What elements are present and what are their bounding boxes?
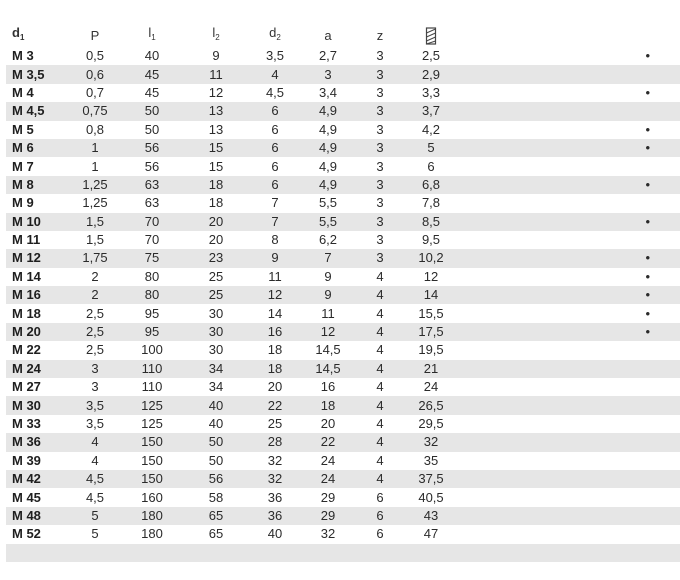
cell-size: M 3 xyxy=(12,48,34,64)
cell-pitch: 5 xyxy=(91,526,99,542)
cell-drill: 15,5 xyxy=(418,305,444,321)
cell-d2: 40 xyxy=(267,526,283,542)
cell-availability-dot: • xyxy=(645,268,650,284)
cell-l2: 30 xyxy=(184,323,248,341)
cell-l2: 30 xyxy=(208,305,224,321)
cell-l1: 110 xyxy=(120,360,184,378)
cell-availability-dot xyxy=(456,507,680,525)
cell-l1: 150 xyxy=(120,470,184,488)
cell-l2: 50 xyxy=(184,433,248,451)
cell-drill: 17,5 xyxy=(406,323,456,341)
cell-l2: 56 xyxy=(184,470,248,488)
cell-drill: 21 xyxy=(406,360,456,378)
cell-drill: 35 xyxy=(423,452,439,468)
cell-d2: 6 xyxy=(248,102,302,120)
cell-l2: 34 xyxy=(184,360,248,378)
cell-a: 20 xyxy=(320,416,336,431)
cell-availability-dot: • xyxy=(645,305,650,321)
cell-l2: 30 xyxy=(208,342,224,358)
cell-availability-dot xyxy=(456,65,680,83)
cell-d2: 4,5 xyxy=(265,84,285,100)
cell-drill: 3,3 xyxy=(421,84,441,100)
cell-pitch: 0,75 xyxy=(70,102,120,120)
cell-drill: 9,5 xyxy=(421,232,441,248)
cell-z: 4 xyxy=(376,268,384,284)
table-row xyxy=(6,304,680,322)
cell-a: 32 xyxy=(320,526,336,542)
cell-a: 12 xyxy=(302,323,354,341)
cell-a: 9 xyxy=(302,286,354,304)
cell-d2: 11 xyxy=(268,268,282,284)
cell-pitch: 0,8 xyxy=(85,121,105,137)
cell-size: M 12 xyxy=(6,249,70,267)
header-row xyxy=(6,24,680,47)
table-row xyxy=(6,433,680,451)
cell-drill: 2,9 xyxy=(406,65,456,83)
cell-d2: 14 xyxy=(267,305,283,321)
table-row xyxy=(6,488,680,506)
cell-d2: 36 xyxy=(267,489,283,505)
table-row xyxy=(6,378,680,396)
cell-l2: 18 xyxy=(184,176,248,194)
cell-pitch: 5 xyxy=(70,507,120,525)
cell-drill: 4,2 xyxy=(421,121,441,137)
cell-availability-dot xyxy=(456,433,680,451)
cell-drill: 47 xyxy=(423,526,439,542)
cell-d2: 6 xyxy=(271,158,279,174)
cell-size: M 30 xyxy=(6,396,70,414)
cell-z: 3 xyxy=(376,121,384,137)
cell-pitch: 0,6 xyxy=(70,65,120,83)
cell-l1: 45 xyxy=(120,65,184,83)
cell-size: M 33 xyxy=(12,416,41,431)
cell-drill: 14 xyxy=(406,286,456,304)
cell-size: M 20 xyxy=(6,323,70,341)
cell-availability-dot: • xyxy=(456,213,680,231)
cell-a: 6,2 xyxy=(318,232,338,248)
cell-a: 24 xyxy=(320,452,336,468)
cell-l1: 63 xyxy=(120,176,184,194)
cell-l1: 80 xyxy=(120,286,184,304)
col-header-l2: $l_2$ xyxy=(212,25,220,42)
cell-size: M 7 xyxy=(12,158,34,174)
cell-availability-dot xyxy=(456,488,680,506)
table-row xyxy=(6,139,680,157)
cell-d2: 9 xyxy=(248,249,302,267)
cell-l1: 125 xyxy=(120,396,184,414)
cell-drill: 37,5 xyxy=(406,470,456,488)
cell-availability-dot: • xyxy=(645,48,650,64)
cell-z: 3 xyxy=(376,84,384,100)
cell-drill: 7,8 xyxy=(421,195,441,211)
cell-l2: 50 xyxy=(208,452,224,468)
cell-size: M 36 xyxy=(6,433,70,451)
col-header-d1: $d_1$ xyxy=(12,25,25,42)
cell-pitch: 3,5 xyxy=(85,416,105,431)
cell-z: 4 xyxy=(354,396,406,414)
table-row xyxy=(6,121,680,139)
cell-a: 14,5 xyxy=(315,342,341,358)
cell-d2: 18 xyxy=(267,342,283,358)
cell-z: 4 xyxy=(354,323,406,341)
cell-drill: 19,5 xyxy=(418,342,444,358)
cell-l2: 23 xyxy=(184,249,248,267)
cell-drill: 5 xyxy=(406,139,456,157)
table-row xyxy=(6,268,680,286)
cell-a: 29 xyxy=(302,507,354,525)
cell-l1: 70 xyxy=(144,232,160,248)
cell-l2: 12 xyxy=(208,84,224,100)
table-row xyxy=(6,507,680,525)
cell-l1: 56 xyxy=(120,139,184,157)
cell-size: M 11 xyxy=(12,232,41,248)
table-row xyxy=(6,525,680,543)
cell-d2: 6 xyxy=(271,121,279,137)
cell-l1: 63 xyxy=(144,195,160,211)
cell-drill: 29,5 xyxy=(418,416,444,431)
table-row xyxy=(6,249,680,267)
cell-l1: 180 xyxy=(120,507,184,525)
cell-l1: 45 xyxy=(144,84,160,100)
cell-pitch: 4,5 xyxy=(70,470,120,488)
cell-l1: 150 xyxy=(141,452,163,468)
cell-size: M 9 xyxy=(12,195,34,211)
cell-a: 5,5 xyxy=(318,195,338,211)
cell-drill: 8,5 xyxy=(406,213,456,231)
cell-d2: 36 xyxy=(248,507,302,525)
cell-pitch: 3,5 xyxy=(70,396,120,414)
cell-l1: 125 xyxy=(141,416,163,431)
cell-size: M 48 xyxy=(6,507,70,525)
table-row xyxy=(6,415,680,433)
table-row xyxy=(6,396,680,414)
cell-drill: 12 xyxy=(423,268,439,284)
cell-d2: 7 xyxy=(271,195,279,211)
table-row xyxy=(6,102,680,120)
cell-drill: 26,5 xyxy=(406,396,456,414)
cell-l1: 70 xyxy=(120,213,184,231)
cell-l2: 58 xyxy=(208,489,224,505)
cell-pitch: 1,5 xyxy=(85,232,105,248)
cell-availability-dot xyxy=(456,360,680,378)
col-header-pitch: P xyxy=(90,27,100,43)
cell-availability-dot: • xyxy=(456,139,680,157)
cell-availability-dot xyxy=(456,194,680,212)
cell-a: 9 xyxy=(324,268,332,284)
cell-z: 6 xyxy=(376,489,384,505)
cell-availability-dot xyxy=(456,396,680,414)
table-body xyxy=(6,47,680,562)
cell-size: M 5 xyxy=(12,121,34,137)
cell-d2: 8 xyxy=(271,232,279,248)
cell-l1: 56 xyxy=(144,158,160,174)
cell-l2: 25 xyxy=(208,268,224,284)
cell-z: 3 xyxy=(376,195,384,211)
cell-pitch: 4 xyxy=(91,452,99,468)
cell-l1: 95 xyxy=(120,323,184,341)
cell-l2: 15 xyxy=(208,158,224,174)
cell-pitch: 2 xyxy=(70,286,120,304)
cell-pitch: 4 xyxy=(70,433,120,451)
cell-z: 6 xyxy=(354,507,406,525)
table-row xyxy=(6,157,680,175)
cell-availability-dot: • xyxy=(645,84,650,100)
cell-pitch: 1,25 xyxy=(82,195,108,211)
cell-a: 14,5 xyxy=(302,360,354,378)
cell-z: 3 xyxy=(354,139,406,157)
cell-size: M 24 xyxy=(6,360,70,378)
cell-drill: 24 xyxy=(423,379,439,395)
dimension-table xyxy=(6,24,680,562)
cell-d2: 6 xyxy=(248,139,302,157)
table-row xyxy=(6,452,680,470)
cell-l1: 80 xyxy=(144,268,160,284)
cell-size: M 45 xyxy=(12,489,41,505)
spacer-cell xyxy=(6,544,680,562)
cell-size: M 16 xyxy=(6,286,70,304)
cell-z: 4 xyxy=(354,470,406,488)
table-row xyxy=(6,341,680,359)
cell-a: 29 xyxy=(320,489,336,505)
cell-drill: 2,5 xyxy=(421,48,441,64)
cell-pitch: 1 xyxy=(91,158,99,174)
cell-drill: 43 xyxy=(406,507,456,525)
cell-d2: 6 xyxy=(248,176,302,194)
cell-pitch: 3 xyxy=(70,360,120,378)
cell-l1: 75 xyxy=(120,249,184,267)
col-header-drill xyxy=(406,24,456,47)
cell-drill: 32 xyxy=(406,433,456,451)
cell-availability-dot xyxy=(456,102,680,120)
table-row xyxy=(6,176,680,194)
cell-d2: 7 xyxy=(248,213,302,231)
cell-size: M 4 xyxy=(12,84,34,100)
cell-a: 4,9 xyxy=(318,158,338,174)
cell-availability-dot: • xyxy=(645,121,650,137)
cell-pitch: 1,25 xyxy=(70,176,120,194)
cell-a: 7 xyxy=(302,249,354,267)
cell-z: 4 xyxy=(376,416,384,431)
cell-l2: 65 xyxy=(208,526,224,542)
table-row xyxy=(6,470,680,488)
drill-diameter-icon xyxy=(425,27,437,45)
cell-size: M 18 xyxy=(12,305,41,321)
cell-pitch: 0,7 xyxy=(85,84,105,100)
cell-drill: 3,7 xyxy=(406,102,456,120)
table-row xyxy=(6,65,680,83)
cell-l2: 65 xyxy=(184,507,248,525)
cell-l2: 20 xyxy=(184,213,248,231)
cell-availability-dot xyxy=(456,231,680,249)
cell-pitch: 0,5 xyxy=(85,48,105,64)
cell-l1: 150 xyxy=(120,433,184,451)
cell-a: 22 xyxy=(302,433,354,451)
cell-availability-dot xyxy=(456,378,680,396)
cell-z: 3 xyxy=(376,158,384,174)
cell-l1: 110 xyxy=(141,379,163,395)
cell-l2: 13 xyxy=(208,121,224,137)
table-row xyxy=(6,47,680,65)
cell-z: 3 xyxy=(376,232,384,248)
col-header-availability xyxy=(456,24,680,47)
cell-drill: 10,2 xyxy=(406,249,456,267)
cell-a: 5,5 xyxy=(302,213,354,231)
cell-size: M 14 xyxy=(12,268,41,284)
cell-a: 24 xyxy=(302,470,354,488)
cell-d2: 16 xyxy=(248,323,302,341)
cell-size: M 3,5 xyxy=(6,65,70,83)
cell-d2: 28 xyxy=(248,433,302,451)
cell-z: 3 xyxy=(354,213,406,231)
cell-a: 2,7 xyxy=(318,48,338,64)
cell-size: M 27 xyxy=(12,379,41,395)
cell-pitch: 2,5 xyxy=(70,323,120,341)
cell-a: 16 xyxy=(320,379,336,395)
col-header-l1: $l_1$ xyxy=(148,25,156,42)
cell-a: 11 xyxy=(321,305,335,321)
cell-size: M 22 xyxy=(12,342,41,358)
cell-l2: 34 xyxy=(208,379,224,395)
table-row xyxy=(6,360,680,378)
cell-l2: 25 xyxy=(184,286,248,304)
cell-pitch: 4,5 xyxy=(85,489,105,505)
cell-d2: 20 xyxy=(267,379,283,395)
cell-l2: 13 xyxy=(184,102,248,120)
cell-availability-dot: • xyxy=(456,323,680,341)
cell-a: 3,4 xyxy=(318,84,338,100)
cell-z: 3 xyxy=(354,249,406,267)
cell-z: 4 xyxy=(376,305,384,321)
cell-z: 3 xyxy=(354,102,406,120)
table-row xyxy=(6,231,680,249)
cell-a: 18 xyxy=(302,396,354,414)
cell-size: M 4,5 xyxy=(6,102,70,120)
cell-l2: 15 xyxy=(184,139,248,157)
cell-availability-dot: • xyxy=(456,249,680,267)
cell-availability-dot: • xyxy=(456,286,680,304)
table-footer-spacer xyxy=(6,544,680,562)
cell-l1: 95 xyxy=(144,305,160,321)
cell-size: M 42 xyxy=(6,470,70,488)
cell-drill: 6 xyxy=(427,158,435,174)
table-row xyxy=(6,84,680,102)
table-row xyxy=(6,286,680,304)
cell-d2: 3,5 xyxy=(265,48,285,64)
cell-availability-dot: • xyxy=(456,176,680,194)
cell-l2: 18 xyxy=(208,195,224,211)
cell-z: 4 xyxy=(376,379,384,395)
cell-z: 4 xyxy=(376,342,384,358)
cell-d2: 12 xyxy=(248,286,302,304)
table-row xyxy=(6,323,680,341)
cell-size: M 39 xyxy=(12,452,41,468)
cell-availability-dot xyxy=(456,341,680,359)
cell-l1: 50 xyxy=(120,102,184,120)
cell-z: 4 xyxy=(354,433,406,451)
cell-a: 3 xyxy=(302,65,354,83)
cell-z: 3 xyxy=(376,48,384,64)
cell-z: 6 xyxy=(376,526,384,542)
cell-pitch: 1,75 xyxy=(70,249,120,267)
cell-availability-dot xyxy=(456,157,680,175)
cell-availability-dot xyxy=(456,452,680,470)
cell-l1: 50 xyxy=(144,121,160,137)
table-row xyxy=(6,194,680,212)
cell-d2: 32 xyxy=(267,452,283,468)
cell-d2: 25 xyxy=(267,416,283,431)
cell-l2: 40 xyxy=(184,396,248,414)
cell-pitch: 2 xyxy=(91,268,99,284)
cell-d2: 22 xyxy=(248,396,302,414)
cell-l1: 180 xyxy=(141,526,163,542)
col-header-d2: $d_2$ xyxy=(269,25,281,42)
cell-pitch: 2,5 xyxy=(85,342,105,358)
cell-a: 4,9 xyxy=(318,121,338,137)
cell-l1: 160 xyxy=(141,489,163,505)
cell-pitch: 3 xyxy=(91,379,99,395)
cell-l1: 40 xyxy=(144,48,160,64)
cell-l2: 11 xyxy=(184,65,248,83)
cell-d2: 18 xyxy=(248,360,302,378)
cell-availability-dot xyxy=(456,470,680,488)
cell-z: 3 xyxy=(354,176,406,194)
table-row xyxy=(6,213,680,231)
cell-l2: 20 xyxy=(208,232,224,248)
cell-z: 4 xyxy=(354,286,406,304)
cell-l2: 9 xyxy=(212,48,220,64)
cell-a: 4,9 xyxy=(302,139,354,157)
cell-availability-dot xyxy=(456,415,680,433)
cell-z: 4 xyxy=(354,360,406,378)
col-header-z: z xyxy=(376,27,384,43)
cell-d2: 32 xyxy=(248,470,302,488)
cell-l2: 40 xyxy=(208,416,224,431)
cell-d2: 4 xyxy=(248,65,302,83)
cell-a: 4,9 xyxy=(302,176,354,194)
cell-drill: 6,8 xyxy=(406,176,456,194)
cell-size: M 52 xyxy=(12,526,41,542)
cell-drill: 40,5 xyxy=(418,489,444,505)
col-header-a: a xyxy=(324,27,332,43)
cell-a: 4,9 xyxy=(302,102,354,120)
cell-z: 3 xyxy=(354,65,406,83)
cell-pitch: 1,5 xyxy=(70,213,120,231)
cell-size: M 10 xyxy=(6,213,70,231)
cell-size: M 8 xyxy=(6,176,70,194)
cell-z: 4 xyxy=(376,452,384,468)
cell-size: M 6 xyxy=(6,139,70,157)
cell-availability-dot xyxy=(456,525,680,543)
cell-l1: 100 xyxy=(141,342,163,358)
cell-pitch: 2,5 xyxy=(85,305,105,321)
cell-pitch: 1 xyxy=(70,139,120,157)
